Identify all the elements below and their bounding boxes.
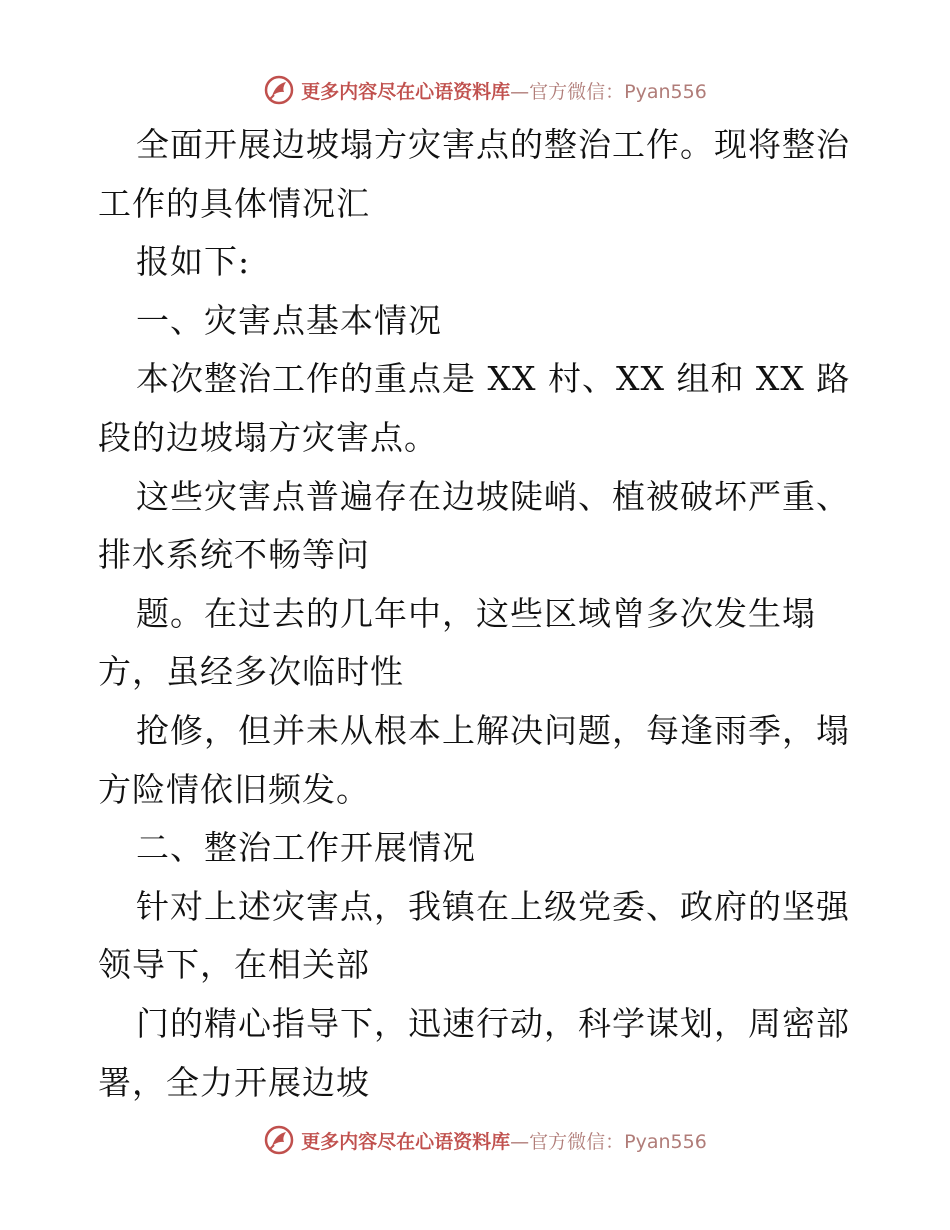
text-line: 门的精心指导下，迅速行动，科学谋划，周密部 (136, 1003, 850, 1043)
text-line: 排水系统不畅等问 (98, 535, 370, 575)
footer-site-text: 更多内容尽在心语资料库 (301, 1130, 511, 1153)
logo-icon (263, 1124, 295, 1156)
text-line: 这些灾害点普遍存在边坡陡峭、植被破坏严重、 (136, 476, 850, 516)
header-official-text: 官方微信：Pyan556 (529, 80, 707, 103)
text-line: 全面开展边坡塌方灾害点的整治工作。现将整治 (136, 125, 850, 164)
header-separator: — (510, 80, 530, 103)
text-line: 工作的具体情况汇 (98, 183, 370, 223)
header-watermark (0, 70, 950, 110)
footer-watermark (0, 1120, 950, 1160)
text-line: 报如下: (136, 242, 251, 282)
text-line: 署，全力开展边坡 (98, 1062, 370, 1102)
footer-official-text: 官方微信：Pyan556 (529, 1130, 707, 1153)
text-line: 方，虽经多次临时性 (98, 652, 404, 692)
text-line: 针对上述灾害点，我镇在上级党委、政府的坚强 (136, 886, 850, 926)
section-heading: 二、整治工作开展情况 (136, 828, 476, 868)
footer-separator: — (510, 1130, 530, 1153)
text-line: 方险情依旧频发。 (98, 769, 370, 809)
document-body (98, 116, 858, 1112)
text-line: 抢修，但并未从根本上解决问题，每逢雨季，塌 (136, 710, 850, 750)
text-line: 段的边坡塌方灾害点。 (98, 417, 438, 457)
section-heading: 一、灾害点基本情况 (136, 300, 442, 340)
text-line: 题。在过去的几年中，这些区域曾多次发生塌 (136, 593, 816, 633)
header-site-text: 更多内容尽在心语资料库 (301, 80, 511, 103)
text-line: 领导下，在相关部 (98, 945, 370, 985)
text-line: 本次整治工作的重点是 XX 村、XX 组和 XX 路 (136, 359, 851, 399)
logo-icon (263, 74, 295, 106)
